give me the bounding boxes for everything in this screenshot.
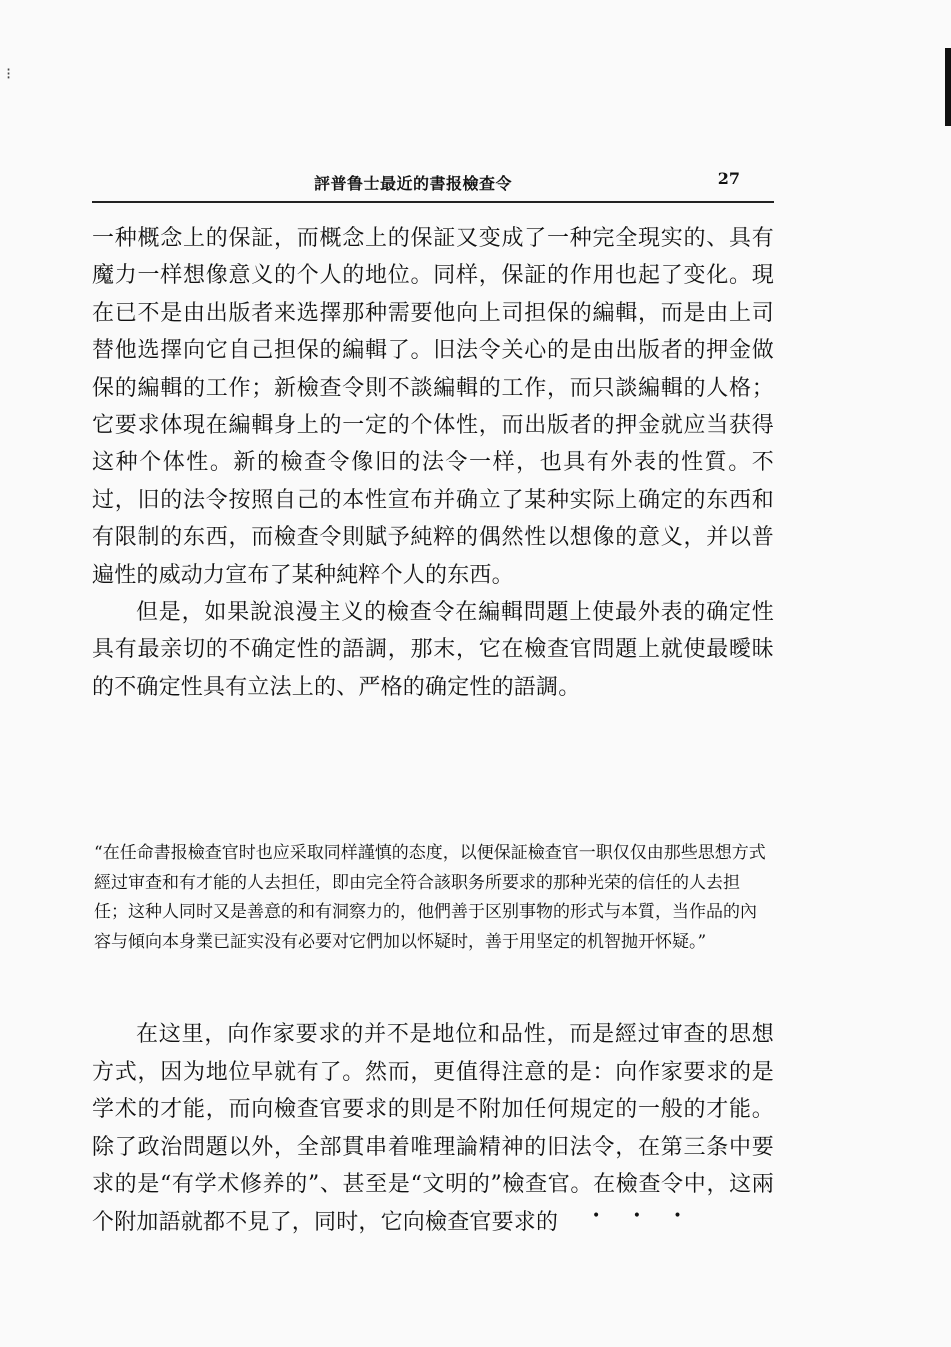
main-text — [92, 220, 774, 706]
block-quote: “在任命書报檢查官时也应采取同样謹慎的态度，以便保証檢查官一职仅仅由那些思想方式經过审查和有才能的人去担任，即由完全符合該职务所要求的那种光荣的信任的人去担任；这种人同时又是善意的和有洞察力的，他們善于区别事物的形式与本質，当作品的內容与傾向本身業已証实没有必要对它們加以怀疑时，善于用坚定的机智抛开怀疑。” — [94, 843, 766, 952]
paragraph-3: 在这里，向作家要求的并不是地位和品性，而是經过审查的思想方式，因为地位早就有了。然而，更值得注意的是：向作家要求的是学术的才能，而向檢查官要求的則是不附加任何規定的一般的才能。除了政治問題以外，全部貫串着唯理論精神的旧法令，在第三条中要求的是“有学术修养的”、甚至是“文明的”檢查官。在檢查令中，这兩个附加語就都不見了，同时，它向檢查官要求的 — [92, 1022, 774, 1235]
running-title: 評普鲁士最近的書报檢查令 — [314, 174, 513, 193]
scan-edge-mark — [945, 48, 951, 126]
emphasis-dots: • • • — [592, 1208, 696, 1224]
page-number: 27 — [717, 169, 740, 188]
header-rule — [92, 201, 774, 203]
page-header — [92, 163, 774, 203]
paragraph-1: 一种概念上的保証，而概念上的保証又变成了一种完全現实的、具有魔力一样想像意义的个人的地位。同样，保証的作用也起了变化。現在已不是由出版者来选擇那种需要他向上司担保的編輯，而是由上司替他选擇向它自己担保的編輯了。旧法令关心的是由出版者的押金做保的編輯的工作；新檢查令則不談編輯的工作，而只談編輯的人格；它要求体現在編輯身上的一定的个体性，而出版者的押金就应当获得这种个体性。新的檢查令像旧的法令一样，也具有外表的性質。不过，旧的法令按照自己的本性宣布并确立了某种实际上确定的东西和有限制的东西，而檢查令則賦予純粹的偶然性以想像的意义，并以普遍性的威动力宣布了某种純粹个人的东西。 — [92, 226, 774, 588]
paragraph-2: 但是，如果說浪漫主义的檢查令在編輯問題上使最外表的确定性具有最亲切的不确定性的語調，那末，它在檢查官問題上就使最曖昧的不确定性具有立法上的、严格的确定性的語調。 — [92, 600, 774, 700]
margin-speck: ⁝ — [6, 64, 12, 83]
